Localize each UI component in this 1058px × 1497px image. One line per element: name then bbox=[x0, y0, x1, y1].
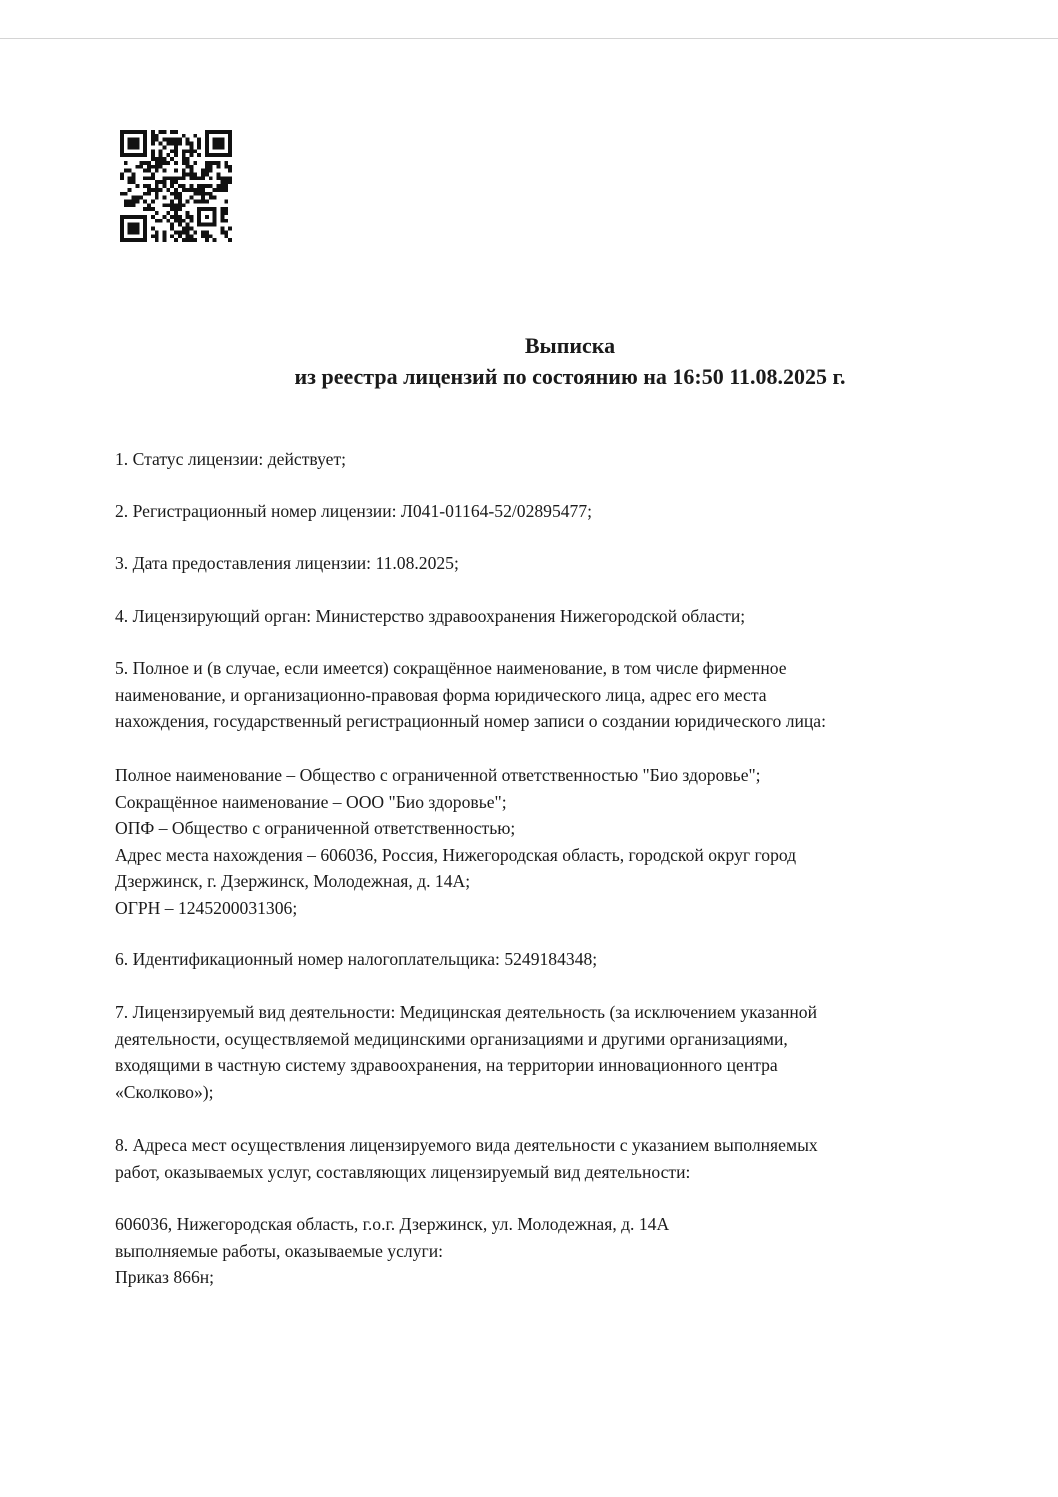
document-heading bbox=[0, 330, 1058, 392]
page-top-divider bbox=[0, 38, 1058, 39]
document-title: Выписка bbox=[524, 333, 616, 358]
item-legal-entity-info: 5. Полное и (в случае, если имеется) сокращённое наименование, в том числе фирменное наименование, и организационно-правовая форма юридического лица, адрес его места нахождения, государственный регистрационный номер записи о создании юридического лица: bbox=[115, 658, 826, 732]
item-licensing-authority: 4. Лицензирующий орган: Министерство здравоохранения Нижегородской области; bbox=[115, 606, 746, 626]
item-registration-number: 2. Регистрационный номер лицензии: Л041-01164-52/02895477; bbox=[115, 501, 593, 521]
item-grant-date: 3. Дата предоставления лицензии: 11.08.2025; bbox=[115, 553, 459, 573]
item-license-status: 1. Статус лицензии: действует; bbox=[115, 449, 347, 469]
item-licensed-activity: 7. Лицензируемый вид деятельности: Медицинская деятельность (за исключением указанной деятельности, осуществляемой медицинскими организациями и другими организациями, входящими в частную систему здравоохранения, на территории инновационного центра «Сколково»); bbox=[115, 1002, 818, 1102]
item-address-details: 606036, Нижегородская область, г.о.г. Дзержинск, ул. Молодежная, д. 14А выполняемые работы, оказываемые услуги: Приказ 866н; bbox=[115, 1214, 670, 1288]
item-taxpayer-id: 6. Идентификационный номер налогоплательщика: 5249184348; bbox=[115, 949, 598, 969]
item-activity-addresses: 8. Адреса мест осуществления лицензируемого вида деятельности с указанием выполняемых работ, оказываемых услуг, составляющих лицензируемый вид деятельности: bbox=[115, 1135, 818, 1182]
qr-code-icon bbox=[120, 130, 232, 242]
document-subtitle: из реестра лицензий по состоянию на 16:50 11.08.2025 г. bbox=[294, 364, 846, 389]
item-legal-entity-details: Полное наименование – Общество с ограниченной ответственностью "Био здоровье"; Сокращённое наименование – ООО "Био здоровье"; ОПФ – Общество с ограниченной ответственностью; Адрес места нахождения – 606036, Россия, Нижегородская область, городской округ город Дзержинск, г. Дзержинск, Молодежная, д. 14А; ОГРН – 1245200031306; bbox=[115, 765, 797, 918]
